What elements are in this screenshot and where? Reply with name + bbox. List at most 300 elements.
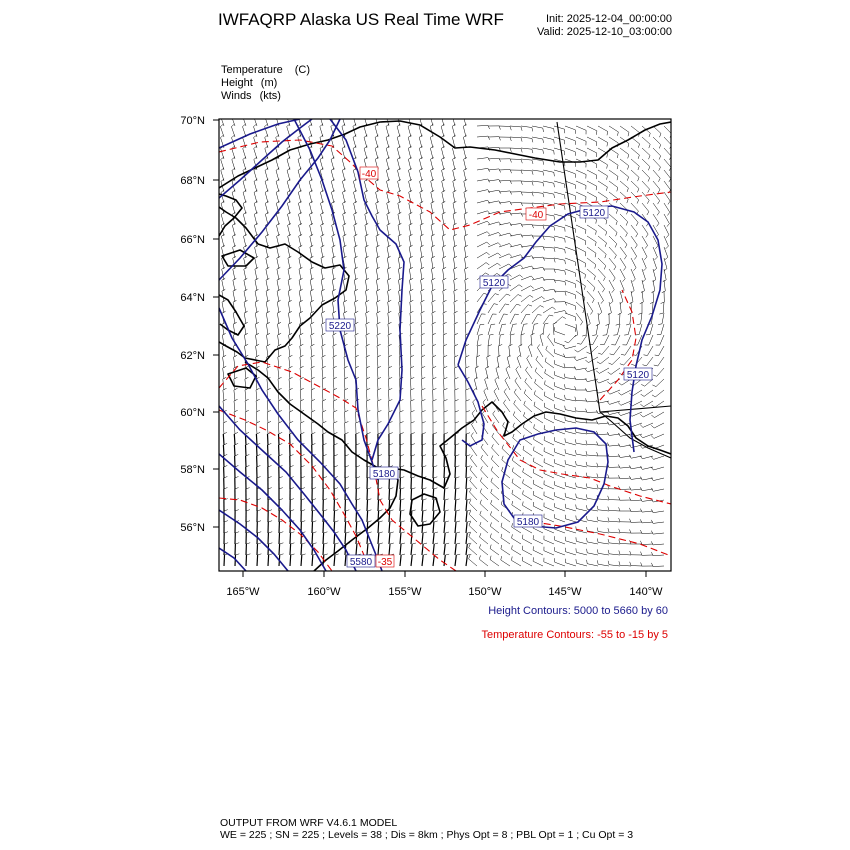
wind-barb-feather xyxy=(607,165,608,169)
wind-barb-feather xyxy=(596,186,597,190)
wind-barb xyxy=(598,434,609,435)
wind-barb xyxy=(290,544,291,555)
wind-barb-feather xyxy=(521,181,522,185)
wind-barb xyxy=(466,478,467,489)
wind-barb xyxy=(421,280,422,291)
wind-barb-feather xyxy=(523,468,524,472)
wind-barb xyxy=(620,467,631,468)
wind-barb xyxy=(620,313,621,324)
wind-barb xyxy=(587,455,598,456)
wind-barb xyxy=(576,126,586,130)
lon-label-165: 165°W xyxy=(226,586,260,598)
wind-barb xyxy=(289,368,290,379)
wind-barb-feather xyxy=(455,422,459,423)
wind-barb xyxy=(376,247,378,258)
wind-barb-feather xyxy=(630,529,632,533)
wind-barb xyxy=(609,280,614,290)
wind-barb xyxy=(512,538,521,544)
wind-barb-feather xyxy=(233,234,236,236)
wind-barb-feather xyxy=(595,253,596,257)
latitude-axis xyxy=(213,120,219,527)
wind-barb-feather xyxy=(422,444,426,445)
wind-barb xyxy=(422,544,423,555)
wind-barb xyxy=(332,225,334,236)
wind-barb-feather xyxy=(354,190,357,192)
wind-barb-feather xyxy=(596,175,597,179)
wind-barb xyxy=(630,313,631,324)
wind-barb-feather xyxy=(552,307,555,309)
wind-barb-feather xyxy=(454,278,458,280)
wind-barb xyxy=(322,379,323,390)
wind-barb xyxy=(532,192,543,193)
wind-barb xyxy=(343,225,345,236)
wind-barb-feather xyxy=(510,148,511,152)
wind-barb-feather xyxy=(433,422,437,423)
wind-barb-feather xyxy=(507,294,511,296)
wind-barb-feather xyxy=(543,139,544,143)
wind-barb xyxy=(523,494,532,500)
wind-barb-feather xyxy=(612,290,615,293)
wind-barb xyxy=(481,447,488,456)
wind-barb-feather xyxy=(574,358,577,361)
wind-barb xyxy=(398,258,400,269)
wind-barb xyxy=(277,280,279,291)
wind-barb-feather xyxy=(607,154,608,158)
wind-barb xyxy=(409,269,411,280)
wind-barb-feather xyxy=(575,386,576,390)
wind-barb-feather xyxy=(277,223,280,225)
wind-barb-feather xyxy=(309,201,312,203)
wind-barb-feather xyxy=(246,510,250,511)
wind-barb-feather xyxy=(334,499,338,500)
wind-barb xyxy=(333,357,334,368)
wind-barb xyxy=(587,302,593,311)
wind-barb-feather xyxy=(626,222,628,226)
wind-barb xyxy=(454,346,455,357)
wind-barb xyxy=(480,537,489,544)
wind-barb-feather xyxy=(597,452,598,456)
wind-barb xyxy=(576,247,586,252)
wind-barb xyxy=(660,335,664,345)
wind-barb xyxy=(544,485,554,490)
wind-barb xyxy=(534,394,543,401)
wind-barb xyxy=(609,192,618,199)
wind-barb xyxy=(477,125,488,126)
wind-barb-feather xyxy=(344,333,348,335)
wind-barb-feather xyxy=(353,179,356,181)
wind-barb xyxy=(521,305,528,313)
wind-barb xyxy=(565,388,576,390)
wind-barb-feather xyxy=(605,254,606,258)
wind-barb xyxy=(366,379,367,390)
wind-barb-feather xyxy=(640,466,642,469)
wind-barb xyxy=(233,313,235,324)
wind-barb-feather xyxy=(512,490,513,494)
wind-barb-feather xyxy=(452,113,455,115)
wind-barb xyxy=(432,269,434,280)
wind-barb xyxy=(411,533,412,544)
wind-barb-feather xyxy=(465,256,469,258)
wind-barb xyxy=(479,548,488,555)
wind-barb-feather xyxy=(466,433,470,434)
wind-barb-feather xyxy=(433,389,437,391)
wind-barb xyxy=(576,302,584,309)
wind-barb xyxy=(532,126,543,128)
wind-barb xyxy=(593,335,598,345)
wind-barb xyxy=(278,401,279,412)
wind-barb-feather xyxy=(601,301,604,304)
wind-barb-feather xyxy=(526,314,530,315)
temperature-contour xyxy=(219,362,456,571)
wind-barb-feather xyxy=(544,392,545,396)
wind-barb-feather xyxy=(301,510,305,511)
wind-barb xyxy=(587,280,595,288)
wind-barb xyxy=(234,390,235,401)
wind-barb-feather xyxy=(478,345,482,346)
height-label: 5580 xyxy=(349,557,373,568)
wind-barb-feather xyxy=(548,334,550,337)
wind-barb-feather xyxy=(288,223,291,225)
wind-barb-feather xyxy=(471,433,473,436)
wind-barb xyxy=(223,379,224,390)
wind-barb xyxy=(244,258,246,269)
wind-barb xyxy=(465,269,466,280)
wind-barb xyxy=(431,247,433,258)
wind-barb-feather xyxy=(423,543,427,544)
wind-barb-feather xyxy=(377,322,381,324)
wind-barb-feather xyxy=(432,267,436,269)
wind-barb-feather xyxy=(543,277,545,280)
wind-barb xyxy=(245,346,247,357)
wind-barb xyxy=(521,225,532,226)
wind-barb-feather xyxy=(302,543,306,544)
wind-barb-feather xyxy=(586,451,587,455)
wind-barb xyxy=(343,291,345,302)
height-contour xyxy=(219,119,340,280)
wind-barb-feather xyxy=(626,324,630,325)
wind-barb-feather xyxy=(267,344,271,346)
wind-barb xyxy=(453,236,455,247)
wind-barb xyxy=(432,346,433,357)
wind-barb xyxy=(365,225,367,236)
wind-barb xyxy=(277,291,279,302)
wind-barb xyxy=(521,126,532,128)
wind-barb xyxy=(664,192,670,201)
wind-barb-feather xyxy=(565,271,566,275)
wind-barb-feather xyxy=(301,499,305,500)
wind-barb xyxy=(255,247,257,258)
south-coast xyxy=(390,402,671,488)
wind-barb xyxy=(604,335,609,345)
wind-barb xyxy=(512,505,521,511)
wind-barb-feather xyxy=(532,235,534,239)
wind-barb-feather xyxy=(432,289,436,291)
wind-barb-feather xyxy=(645,246,648,249)
wind-barb xyxy=(444,500,445,511)
wind-barb-feather xyxy=(563,346,565,349)
wind-barb-feather xyxy=(479,555,480,559)
wind-barb-feather xyxy=(377,344,381,346)
wind-barb xyxy=(365,269,367,280)
wind-barb-feather xyxy=(500,334,504,335)
wind-barb-feather xyxy=(613,335,617,336)
wind-barb-feather xyxy=(411,477,415,478)
wind-barb xyxy=(653,203,659,212)
wind-barb xyxy=(288,302,290,313)
wind-barb xyxy=(609,554,620,555)
wind-barb xyxy=(526,370,533,379)
wind-barb-feather xyxy=(597,539,598,543)
wind-barb xyxy=(515,381,521,390)
lat-label-66: 66°N xyxy=(180,234,205,246)
wind-barb xyxy=(223,390,224,401)
wind-barb xyxy=(554,291,565,292)
wind-barb-feather xyxy=(313,521,317,522)
wind-barb-feather xyxy=(643,268,646,271)
wind-barb-feather xyxy=(522,557,523,561)
wind-barb-feather xyxy=(432,300,436,302)
wind-barb-feather xyxy=(455,411,459,412)
wind-barb-feather xyxy=(445,510,449,511)
wind-barb xyxy=(432,302,433,313)
wind-barb-feather xyxy=(470,455,472,458)
wind-barb-feather xyxy=(455,444,459,445)
wind-barb-feather xyxy=(618,402,621,405)
wind-barb xyxy=(465,313,466,324)
wind-barb xyxy=(609,456,620,457)
wind-barb-feather xyxy=(467,554,471,555)
wind-barb xyxy=(342,181,345,192)
wind-barb-feather xyxy=(528,344,531,347)
wind-barb-feather xyxy=(575,429,576,433)
wind-barb xyxy=(267,401,268,412)
wind-barb xyxy=(544,496,554,500)
wind-barb xyxy=(598,181,607,187)
wind-barb-feather xyxy=(268,510,272,511)
wind-barb xyxy=(334,412,335,423)
wind-barb xyxy=(510,224,521,226)
wind-barb xyxy=(499,212,510,214)
wind-barb-feather xyxy=(410,289,414,291)
wind-barb xyxy=(464,148,467,159)
wind-barb-feather xyxy=(420,168,423,170)
wind-barb xyxy=(441,148,444,159)
model-settings-note: WE = 225 ; SN = 225 ; Levels = 38 ; Dis = 8km ; Phys Opt = 8 ; PBL Opt = 1 ; Cu Opt = 3 xyxy=(220,829,634,841)
wind-barb xyxy=(466,544,467,555)
wind-barb xyxy=(288,225,290,236)
wind-barb xyxy=(587,269,595,276)
wind-barb-feather xyxy=(587,527,588,531)
wind-barb xyxy=(658,357,664,366)
wind-barb-feather xyxy=(509,254,512,257)
wind-barb-feather xyxy=(290,488,294,489)
wind-barb xyxy=(620,236,627,245)
wind-barb-feather xyxy=(554,151,555,155)
wind-barb xyxy=(544,551,554,555)
wind-barb xyxy=(543,148,554,151)
wind-barb xyxy=(576,498,587,500)
wind-barb-feather xyxy=(377,311,381,313)
wind-barb xyxy=(576,137,586,141)
wind-barb-feather xyxy=(521,127,522,131)
wind-barb-feather xyxy=(521,213,523,217)
wind-barb-feather xyxy=(422,455,426,456)
wind-barb xyxy=(354,214,356,225)
wind-barb-feather xyxy=(565,239,566,243)
wind-barb-feather xyxy=(608,517,609,521)
wind-barb-feather xyxy=(597,474,598,478)
wind-barb-feather xyxy=(619,561,620,565)
wind-barb xyxy=(609,269,615,278)
wind-barb-feather xyxy=(433,455,437,456)
wind-barb-feather xyxy=(411,411,415,413)
wind-barb xyxy=(544,418,554,423)
wind-barb xyxy=(632,412,642,416)
wind-barb xyxy=(376,280,378,291)
north-coast xyxy=(219,121,671,188)
wind-barb xyxy=(299,291,301,302)
wind-barb xyxy=(488,147,499,148)
wind-barb-feather xyxy=(644,355,648,356)
wind-barb xyxy=(523,483,532,489)
wind-barb-feather xyxy=(586,505,587,509)
wind-barb-feather xyxy=(596,164,597,168)
wind-barb xyxy=(345,522,346,533)
wind-barb-feather xyxy=(494,304,498,305)
wind-barb xyxy=(453,225,455,236)
wind-barb xyxy=(555,518,565,522)
wind-barb xyxy=(664,181,671,190)
wind-barb-feather xyxy=(532,203,533,207)
wind-barb-feather xyxy=(455,389,459,391)
wind-barb-feather xyxy=(487,252,490,255)
wind-barb xyxy=(664,269,666,280)
wind-barb xyxy=(421,313,422,324)
wind-barb xyxy=(332,258,334,269)
wind-barb-feather xyxy=(355,311,359,313)
wind-barb xyxy=(366,357,367,368)
wind-barb xyxy=(480,492,488,500)
wind-barb-feather xyxy=(581,322,583,325)
wind-barb xyxy=(257,555,258,566)
wind-barb-feather xyxy=(503,422,505,426)
wind-barb xyxy=(661,324,664,335)
wind-barb xyxy=(223,434,224,445)
wind-barb xyxy=(388,346,389,357)
wind-barb-feather xyxy=(267,388,271,390)
wind-barb-feather xyxy=(376,190,379,192)
wind-barb-feather xyxy=(487,355,491,357)
wind-barb xyxy=(598,236,607,243)
wind-barb-feather xyxy=(323,510,327,511)
wind-barb-feather xyxy=(321,212,324,214)
wind-barb-feather xyxy=(343,201,346,203)
lon-label-150: 150°W xyxy=(468,586,502,598)
wind-barb xyxy=(477,136,488,137)
wind-barb-feather xyxy=(655,257,658,260)
wind-barb xyxy=(484,391,488,401)
wind-barb xyxy=(469,548,477,555)
wind-barb-feather xyxy=(390,499,394,500)
wind-barb xyxy=(522,528,532,533)
wind-barb-feather xyxy=(615,255,617,259)
wind-barb-feather xyxy=(637,324,641,325)
wind-barb-feather xyxy=(443,278,447,280)
wind-barb-feather xyxy=(300,366,304,368)
wind-barb xyxy=(469,503,477,511)
wind-barb xyxy=(532,297,542,302)
wind-barb-feather xyxy=(565,417,566,421)
wind-barb xyxy=(410,324,411,335)
wind-barb xyxy=(587,236,596,242)
wind-barb xyxy=(576,401,587,402)
wind-barb-feather xyxy=(504,389,506,392)
wind-barb-feather xyxy=(234,377,238,379)
wind-barb-feather xyxy=(333,344,337,346)
wind-barb xyxy=(398,225,400,236)
wind-barb-feather xyxy=(565,217,566,221)
wind-barb xyxy=(310,236,312,247)
wind-barb-feather xyxy=(501,501,502,505)
wind-barb-feather xyxy=(487,242,490,245)
wind-barb xyxy=(505,380,510,390)
wind-barb xyxy=(565,313,575,317)
wind-barb-feather xyxy=(497,263,500,266)
wind-barb xyxy=(642,500,653,501)
wind-barb-feather xyxy=(311,344,315,346)
wind-barb xyxy=(399,379,400,390)
wind-barb xyxy=(491,482,499,489)
wind-barb-feather xyxy=(586,484,587,488)
wind-barb-feather xyxy=(379,543,383,544)
wind-barb xyxy=(620,280,624,290)
wind-barb xyxy=(398,214,400,225)
wind-barb xyxy=(256,346,257,357)
wind-barb xyxy=(223,346,225,357)
wind-barb xyxy=(387,269,389,280)
wind-barb xyxy=(266,313,268,324)
wind-barb xyxy=(366,335,367,346)
height-contour xyxy=(219,119,300,148)
wind-barb xyxy=(479,559,488,566)
wind-barb-feather xyxy=(498,243,501,246)
wind-barb-feather xyxy=(245,377,249,379)
wind-barb xyxy=(653,555,664,556)
wind-barb-feather xyxy=(628,155,629,159)
wind-barb xyxy=(344,379,345,390)
wind-barb xyxy=(477,200,488,203)
wind-barb xyxy=(576,170,586,175)
wind-barb xyxy=(432,335,433,346)
wind-barb xyxy=(534,406,543,412)
wind-barb xyxy=(499,223,510,225)
wind-barb xyxy=(419,159,422,170)
legend-height-unit: (m) xyxy=(260,77,278,89)
wind-barb xyxy=(532,315,538,325)
wind-barb-feather xyxy=(441,146,444,148)
wind-barb-feather xyxy=(366,322,370,324)
wind-barb-feather xyxy=(640,414,643,417)
wind-barb xyxy=(502,448,510,456)
wind-barb xyxy=(544,451,554,456)
wind-barb xyxy=(267,412,268,423)
wind-barb xyxy=(289,390,290,401)
wind-barb xyxy=(566,563,577,566)
wind-barb xyxy=(321,203,324,214)
wind-barb xyxy=(342,170,345,181)
wind-barb xyxy=(388,280,390,291)
wind-barb xyxy=(565,247,575,251)
